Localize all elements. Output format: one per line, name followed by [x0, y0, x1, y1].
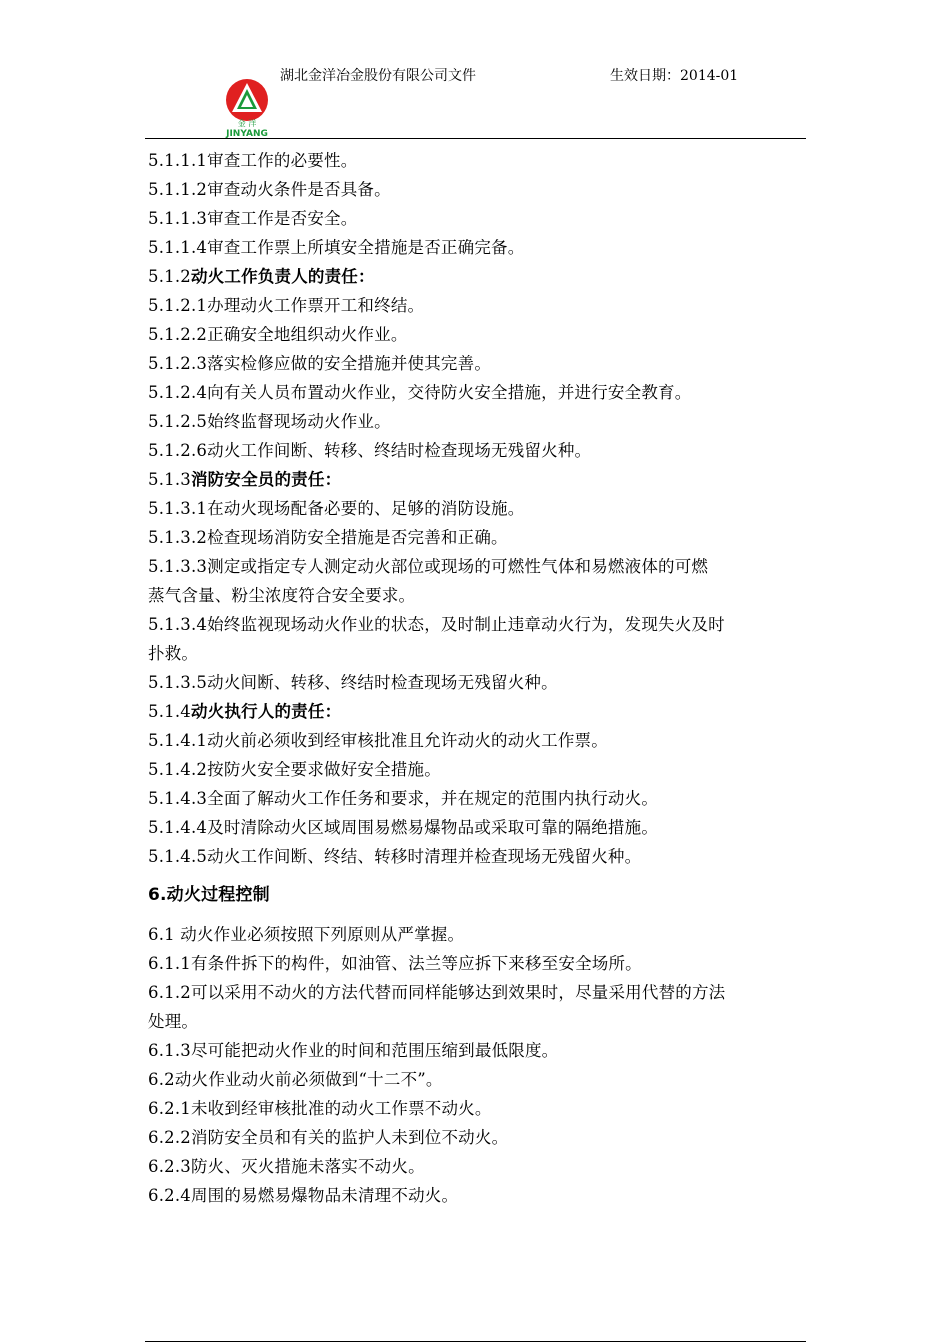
heading-text: 消防安全员的责任： [190, 470, 342, 489]
clause-6-2: 6.2动火作业动火前必须做到“十二不”。 [148, 1070, 443, 1089]
footer-divider [145, 1341, 806, 1342]
heading-5-1-2 [148, 262, 808, 291]
company-logo [216, 76, 278, 138]
clause-5-1-1-1: 5.1.1.1审查工作的必要性。 [148, 151, 358, 170]
clause-5-1-2-5: 5.1.2.5始终监督现场动火作业。 [148, 412, 391, 431]
clause-5-1-3-3-cont: 蒸气含量、粉尘浓度符合安全要求。 [148, 586, 416, 605]
heading-5-1-4 [148, 697, 808, 726]
clause-5-1-1-3: 5.1.1.3审查工作是否安全。 [148, 209, 358, 228]
clause-5-1-2-4: 5.1.2.4向有关人员布置动火作业，交待防火安全措施，并进行安全教育。 [148, 383, 692, 402]
heading-text: 动火工作负责人的责任： [190, 267, 375, 286]
clause-5-1-4-3: 5.1.4.3全面了解动火工作任务和要求，并在规定的范围内执行动火。 [148, 789, 659, 808]
clause-6-2-2: 6.2.2消防安全员和有关的监护人未到位不动火。 [148, 1128, 509, 1147]
clause-5-1-2-2: 5.1.2.2正确安全地组织动火作业。 [148, 325, 408, 344]
clause-5-1-2-1: 5.1.2.1办理动火工作票开工和终结。 [148, 296, 425, 315]
clause-5-1-1-4: 5.1.1.4审查工作票上所填安全措施是否正确完备。 [148, 238, 525, 257]
heading-number: 5.1.2 [148, 267, 191, 286]
logo-brand-text: JINYANG [226, 129, 268, 138]
clause-5-1-4-2: 5.1.4.2按防火安全要求做好安全措施。 [148, 760, 441, 779]
clause-6-2-1: 6.2.1未收到经审核批准的动火工作票不动火。 [148, 1099, 492, 1118]
document-body [148, 146, 808, 1210]
clause-6-2-4: 6.2.4周围的易燃易爆物品未清理不动火。 [148, 1186, 459, 1205]
heading-5-1-3 [148, 465, 808, 494]
heading-text: 动火执行人的责任： [190, 702, 342, 721]
clause-5-1-4-1: 5.1.4.1动火前必须收到经审核批准且允许动火的动火工作票。 [148, 731, 608, 750]
clause-5-1-3-1: 5.1.3.1在动火现场配备必要的、足够的消防设施。 [148, 499, 525, 518]
clause-5-1-3-2: 5.1.3.2检查现场消防安全措施是否完善和正确。 [148, 528, 508, 547]
section-6-title: 6.动火过程控制 [148, 885, 270, 905]
header-divider [145, 138, 806, 139]
clause-5-1-3-5: 5.1.3.5动火间断、转移、终结时检查现场无残留火种。 [148, 673, 558, 692]
clause-5-1-1-2: 5.1.1.2审查动火条件是否具备。 [148, 180, 391, 199]
clause-6-1: 6.1 动火作业必须按照下列原则从严掌握。 [148, 925, 465, 944]
header-effective-date: 生效日期：2014-01 [610, 68, 739, 84]
clause-5-1-4-4: 5.1.4.4及时清除动火区域周围易燃易爆物品或采取可靠的隔绝措施。 [148, 818, 659, 837]
heading-number: 5.1.3 [148, 470, 191, 489]
header-company-name: 湖北金洋冶金股份有限公司文件 [280, 68, 476, 84]
clause-5-1-2-3: 5.1.2.3落实检修应做的安全措施并使其完善。 [148, 354, 492, 373]
clause-6-1-2-cont: 处理。 [148, 1012, 199, 1031]
logo-chinese-text: 金 洋 [237, 119, 257, 128]
clause-6-1-3: 6.1.3尽可能把动火作业的时间和范围压缩到最低限度。 [148, 1041, 559, 1060]
clause-6-1-1: 6.1.1有条件拆下的构件，如油管、法兰等应拆下来移至安全场所。 [148, 954, 642, 973]
clause-5-1-3-3: 5.1.3.3测定或指定专人测定动火部位或现场的可燃性气体和易燃液体的可燃 [148, 557, 709, 576]
clause-5-1-3-4: 5.1.3.4始终监视现场动火作业的状态，及时制止违章动火行为，发现失火及时 [148, 615, 725, 634]
heading-number: 5.1.4 [148, 702, 191, 721]
clause-5-1-2-6: 5.1.2.6动火工作间断、转移、终结时检查现场无残留火种。 [148, 441, 592, 460]
clause-6-2-3: 6.2.3防火、灭火措施未落实不动火。 [148, 1157, 425, 1176]
clause-5-1-3-4-cont: 扑救。 [148, 644, 199, 663]
clause-6-1-2: 6.1.2可以采用不动火的方法代替而同样能够达到效果时，尽量采用代替的方法 [148, 983, 726, 1002]
clause-5-1-4-5: 5.1.4.5动火工作间断、终结、转移时清理并检查现场无残留火种。 [148, 847, 642, 866]
